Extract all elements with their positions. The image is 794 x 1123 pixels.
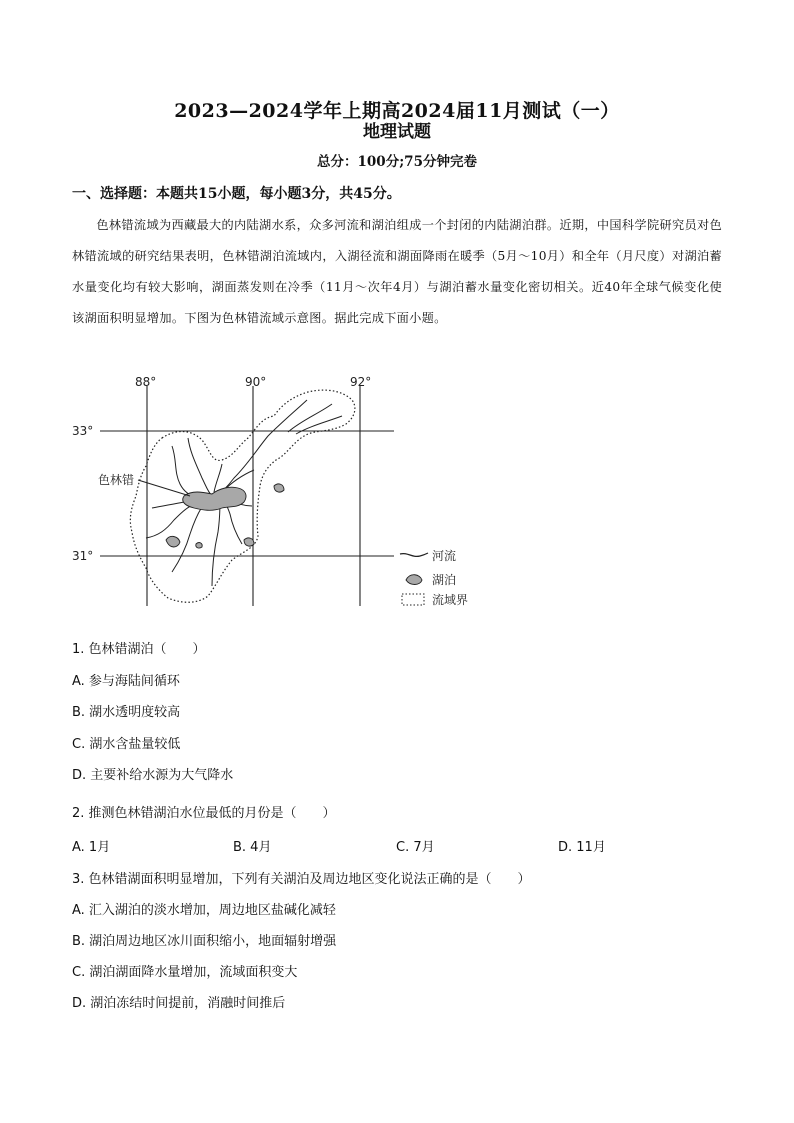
lon-label-92: 92° [350, 375, 372, 389]
basin-map [62, 368, 482, 618]
question-2-option-c: C. 7月 [396, 840, 435, 855]
lon-label-90: 90° [245, 375, 267, 389]
question-1-option-c: C. 湖水含盐量较低 [72, 737, 181, 752]
question-1-option-b: B. 湖水透明度较高 [72, 705, 181, 720]
legend-river-symbol [400, 553, 428, 556]
score-line: 总分：100分;75分钟完卷 [317, 154, 477, 170]
section-heading: 一、选择题：本题共15小题，每小题3分，共45分。 [72, 186, 401, 202]
reading-passage: 色林错流域为西藏最大的内陆湖水系，众多河流和湖泊组成一个封闭的内陆湖泊群。近期，中国科学院研究员对色林错流域的研究结果表明，色林错湖泊流域内，入湖径流和湖面降雨在暖季（5月～10月）和全年（月尺度）对湖泊蓄水量变化均有较大影响，湖面蒸发则在冷季（11月～次年4月）与湖泊蓄水量变化密切相关。近40年全球气候变化使该湖面积明显增加。下图为色林错流域示意图。据此完成下面小题。 [72, 218, 722, 325]
legend-lake-label: 湖泊 [432, 573, 457, 587]
lake-name-label: 色林错 [98, 473, 135, 487]
legend-boundary-symbol [402, 594, 424, 605]
question-3-option-a: A. 汇入湖泊的淡水增加，周边地区盐碱化减轻 [72, 903, 336, 918]
question-2-option-a: A. 1月 [72, 840, 111, 855]
question-2-option-d: D. 11月 [558, 840, 606, 855]
question-3-option-d: D. 湖泊冻结时间提前，消融时间推后 [72, 996, 286, 1011]
question-1-stem: 1. 色林错湖泊（ ） [72, 642, 206, 657]
legend-lake-symbol [406, 575, 422, 585]
lat-label-31: 31° [72, 549, 94, 563]
question-2-stem: 2. 推测色林错湖泊水位最低的月份是（ ） [72, 806, 336, 821]
question-1-option-d: D. 主要补给水源为大气降水 [72, 768, 234, 783]
question-1-option-a: A. 参与海陆间循环 [72, 674, 180, 689]
question-3-option-c: C. 湖泊湖面降水量增加，流域面积变大 [72, 965, 298, 980]
grid-lines [100, 386, 394, 606]
question-2-option-b: B. 4月 [233, 840, 272, 855]
lat-label-33: 33° [72, 424, 94, 438]
legend-river-label: 河流 [432, 549, 457, 563]
lon-label-88: 88° [135, 375, 157, 389]
subject-title: 地理试题 [363, 122, 431, 142]
lakes [166, 484, 284, 548]
question-3-stem: 3. 色林错湖面积明显增加，下列有关湖泊及周边地区变化说法正确的是（ ） [72, 872, 531, 887]
page-title: 2023—2024学年上期高2024届11月测试（一） [174, 100, 620, 122]
question-3-option-b: B. 湖泊周边地区冰川面积缩小，地面辐射增强 [72, 934, 337, 949]
legend-boundary-label: 流域界 [432, 593, 469, 607]
map-legend [400, 548, 468, 607]
